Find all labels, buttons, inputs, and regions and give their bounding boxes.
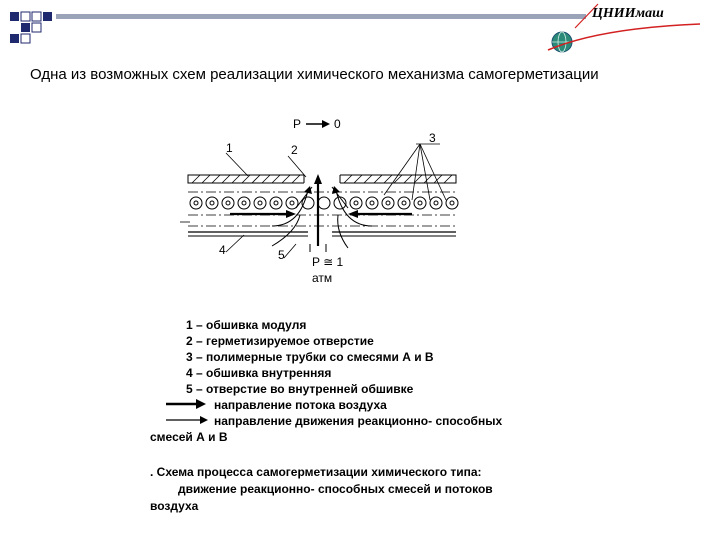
page-title: Одна из возможных схем реализации химического механизма самогерметизации xyxy=(30,66,599,83)
square-6 xyxy=(32,23,41,32)
label-1: 1 xyxy=(226,141,233,155)
square-2 xyxy=(21,12,30,21)
square-5 xyxy=(21,23,30,32)
label-2: 2 xyxy=(291,143,298,157)
label-atm: атм xyxy=(312,271,333,285)
legend-mixture-flow-cont: смесей А и В xyxy=(150,430,228,444)
header-bar xyxy=(56,14,586,19)
square-8 xyxy=(21,34,30,43)
air-flow-arrows xyxy=(230,174,412,246)
caption-line-1: . Схема процесса самогерметизации химического типа: xyxy=(150,465,482,479)
square-4 xyxy=(43,12,52,21)
legend-item-1: 1 – обшивка модуля xyxy=(186,318,307,332)
legend-item-3: 3 – полимерные трубки со смесями А и В xyxy=(186,350,434,364)
label-4: 4 xyxy=(219,243,226,257)
legend-item-5: 5 – отверстие во внутренней обшивке xyxy=(186,382,414,396)
legend-mixture-flow: направление движения реакционно- способных xyxy=(214,414,503,428)
caption-line-2: движение реакционно- способных смесей и потоков xyxy=(178,482,493,496)
square-3 xyxy=(32,12,41,21)
legend-item-4: 4 – обшивка внутренняя xyxy=(186,366,332,380)
caption-line-3: воздуха xyxy=(150,499,199,513)
label-3: 3 xyxy=(429,131,436,145)
legend-arrows xyxy=(166,399,208,424)
label-p-bottom: P ≅ 1 xyxy=(312,255,344,269)
label-5: 5 xyxy=(278,248,285,262)
square-1 xyxy=(10,12,19,21)
polymer-tubes xyxy=(190,197,458,209)
logo-text: ЦНИИмаш xyxy=(592,6,664,21)
square-7 xyxy=(10,34,19,43)
legend-item-2: 2 – герметизируемое отверстие xyxy=(186,334,374,348)
label-p-top: P xyxy=(293,117,302,131)
diagram xyxy=(180,120,458,258)
legend-air-flow: направление потока воздуха xyxy=(214,398,387,412)
label-zero: 0 xyxy=(334,117,341,131)
